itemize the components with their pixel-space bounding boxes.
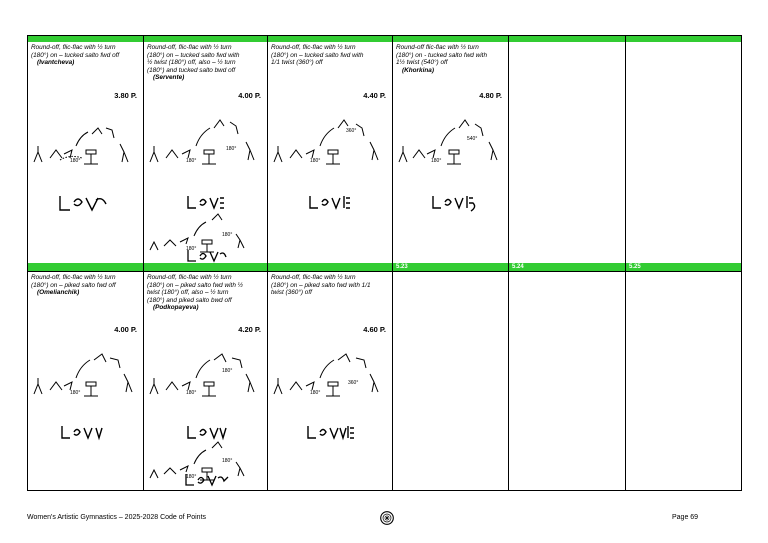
- element-cell: [268, 42, 392, 263]
- vault-figure-drawing: [30, 114, 140, 174]
- element-number-5-25: 5.25: [629, 264, 641, 270]
- svg-text:360°: 360°: [346, 128, 357, 134]
- svg-text:180°: 180°: [226, 146, 237, 152]
- footer-document-title: Women's Artistic Gymnastics – 2025-2028 Code of Points: [27, 514, 207, 521]
- symbol-notation-icon: [184, 422, 230, 442]
- gymnast-name: (Khorkina): [402, 66, 434, 74]
- element-description: Round-off, flic-flac with ½ turn (180°) on – piked salto fwd with 1/1 twist (360°) off: [271, 274, 371, 297]
- symbol-notation-icon: [58, 422, 108, 444]
- difficulty-value: 4.00 P.: [238, 91, 261, 100]
- svg-text:180°: 180°: [186, 246, 197, 252]
- page-number: Page 69: [672, 514, 699, 521]
- svg-text:180°: 180°: [186, 390, 197, 396]
- svg-text:180°: 180°: [222, 458, 233, 464]
- svg-text:540°: 540°: [467, 136, 478, 142]
- svg-text:180°: 180°: [70, 390, 81, 396]
- vault-figure-drawing: [270, 346, 388, 406]
- svg-text:180°: 180°: [70, 158, 81, 164]
- element-description: Round-off, flic-flac with ½ turn (180°) on – tucked salto fwd off: [31, 44, 120, 59]
- element-cell: [393, 42, 508, 263]
- element-cell: [144, 42, 267, 263]
- gymnast-name: (Ivantcheva): [37, 59, 75, 67]
- symbol-notation-icon: [184, 192, 228, 212]
- vault-figure-drawing: [30, 346, 140, 406]
- vault-figure-drawing: [270, 114, 388, 174]
- svg-text:180°: 180°: [310, 390, 321, 396]
- element-description: Round-off, flic-flac with ½ turn (180°) on – piked salto fwd with ½ twist (180°) off, also – ½ turn (180°) and piked salto bwd off: [147, 274, 243, 304]
- vault-figure-drawing: [146, 112, 264, 174]
- gymnast-name: (Omelianchik): [37, 289, 80, 297]
- symbol-notation-icon: [182, 472, 232, 488]
- symbol-notation-icon: [184, 248, 228, 263]
- vault-figure-drawing: [395, 114, 505, 174]
- svg-text:180°: 180°: [431, 158, 442, 164]
- symbol-notation-icon: [429, 192, 479, 214]
- element-cell: [144, 272, 267, 490]
- svg-text:180°: 180°: [222, 232, 233, 238]
- gymnast-name: (Servente): [153, 74, 185, 82]
- svg-text:180°: 180°: [310, 158, 321, 164]
- element-table: [27, 35, 742, 491]
- element-cell: [268, 272, 392, 490]
- element-number-5-24: 5.24: [512, 264, 524, 270]
- symbol-notation-icon: [56, 192, 112, 214]
- svg-text:180°: 180°: [186, 474, 197, 480]
- svg-text:180°: 180°: [222, 368, 233, 374]
- difficulty-value: 4.20 P.: [238, 325, 261, 334]
- difficulty-value: 4.80 P.: [479, 91, 502, 100]
- element-cell: [28, 42, 143, 263]
- federation-logo-icon: [380, 511, 394, 525]
- difficulty-value: 4.00 P.: [114, 325, 137, 334]
- difficulty-value: 4.40 P.: [363, 91, 386, 100]
- difficulty-value: 4.60 P.: [363, 325, 386, 334]
- svg-text:360°: 360°: [348, 380, 359, 386]
- vault-figure-drawing: [146, 346, 264, 406]
- element-cell: [28, 272, 143, 490]
- difficulty-value: 3.80 P.: [114, 91, 137, 100]
- svg-text:180°: 180°: [186, 158, 197, 164]
- symbol-notation-icon: [304, 422, 356, 442]
- symbol-notation-icon: [306, 192, 354, 212]
- element-description: Round-off, flic-flac with ½ turn (180°) on – tucked salto fwd with ½ twist (180°) off, also – ½ turn (180°) and tucked salto bwd off: [147, 44, 240, 74]
- element-description: Round-off, flic-flac with ½ turn (180°) on – tucked salto fwd with 1/1 twist (360°) off: [271, 44, 364, 67]
- element-number-5-23: 5.23: [396, 264, 408, 270]
- element-description: Round-off, flic-flac with ½ turn (180°) on – piked salto fwd off: [31, 274, 116, 289]
- gymnast-name: (Podkopayeva): [153, 304, 199, 312]
- element-description: Round-off flic-flac with ½ turn (180°) on - tucked salto fwd with 1½ twist (540°) off: [396, 44, 488, 67]
